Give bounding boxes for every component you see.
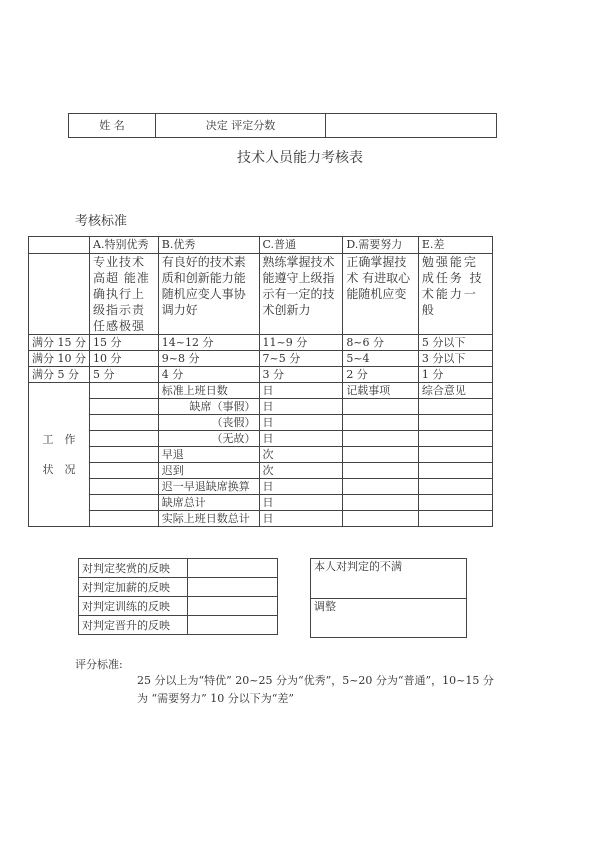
work-blank-cell[interactable] xyxy=(90,479,159,495)
work-notes[interactable] xyxy=(343,431,419,447)
work-blank-cell[interactable] xyxy=(90,447,159,463)
score-row xyxy=(29,367,493,383)
work-unit[interactable]: 次 xyxy=(259,447,343,463)
work-row xyxy=(29,511,493,527)
score-cell: 10 分 xyxy=(90,351,159,367)
score-cell: 1 分 xyxy=(418,367,492,383)
work-blank-cell[interactable] xyxy=(90,463,159,479)
desc-e: 勉强能完成任务 技术能力一般 xyxy=(418,254,492,335)
work-opinion[interactable]: 综合意见 xyxy=(418,383,492,399)
reaction-table xyxy=(78,558,278,635)
grade-e: E.差 xyxy=(418,237,492,254)
work-opinion[interactable] xyxy=(418,463,492,479)
adjust-label[interactable]: 调整 xyxy=(311,599,467,638)
work-status-label xyxy=(29,383,90,527)
work-blank-cell[interactable] xyxy=(90,415,159,431)
work-item: 迟一早退缺席换算 xyxy=(158,479,259,495)
work-item: 标准上班日数 xyxy=(158,383,259,399)
score-cell: 3 分 xyxy=(259,367,343,383)
reaction-field[interactable] xyxy=(188,578,278,597)
work-item: 早退 xyxy=(158,447,259,463)
score-cell: 5 分 xyxy=(90,367,159,383)
work-item: 缺席（事假） xyxy=(158,399,259,415)
reaction-label: 对判定加薪的反映 xyxy=(79,578,188,597)
scoring-heading: 评分标准: xyxy=(75,658,123,671)
work-unit[interactable]: 日 xyxy=(259,479,343,495)
score-row xyxy=(29,335,493,351)
score-cell: 5 分以下 xyxy=(418,335,492,351)
grade-d: D.需要努力 xyxy=(343,237,419,254)
work-row xyxy=(29,415,493,431)
work-notes[interactable] xyxy=(343,415,419,431)
work-row xyxy=(29,463,493,479)
score-cell: 7~5 分 xyxy=(259,351,343,367)
work-blank-cell[interactable] xyxy=(90,495,159,511)
work-notes[interactable] xyxy=(343,495,419,511)
reaction-field[interactable] xyxy=(188,616,278,635)
work-item: （丧假） xyxy=(158,415,259,431)
work-unit[interactable]: 日 xyxy=(259,511,343,527)
desc-c: 熟练掌握技术能遵守上级指示有一定的技术创新力 xyxy=(259,254,343,335)
work-opinion[interactable] xyxy=(418,399,492,415)
work-label-1: 工 作 xyxy=(42,432,76,446)
work-opinion[interactable] xyxy=(418,415,492,431)
score-row xyxy=(29,351,493,367)
score-cell: 5~4 xyxy=(343,351,419,367)
scoring-line-1: 25 分以上为“特优” 20~25 分为“优秀”，5~20 分为“普通”，10~15 分 xyxy=(137,674,494,687)
work-row xyxy=(29,383,493,399)
score-cell: 3 分以下 xyxy=(418,351,492,367)
work-opinion[interactable] xyxy=(418,495,492,511)
work-blank-cell[interactable] xyxy=(90,399,159,415)
work-opinion[interactable] xyxy=(418,447,492,463)
work-notes[interactable] xyxy=(343,463,419,479)
work-blank-cell[interactable] xyxy=(90,511,159,527)
work-item: （无故） xyxy=(158,431,259,447)
work-unit[interactable]: 日 xyxy=(259,399,343,415)
score-row-label: 满分 10 分 xyxy=(29,351,90,367)
score-cell: 15 分 xyxy=(90,335,159,351)
work-row xyxy=(29,447,493,463)
desc-d: 正确掌握技术 有进取心能随机应变 xyxy=(343,254,419,335)
score-cell: 11~9 分 xyxy=(259,335,343,351)
score-row-label: 满分 5 分 xyxy=(29,367,90,383)
desc-b: 有良好的技术素质和创新能力能随机应变人事协调力好 xyxy=(158,254,259,335)
score-cell: 2 分 xyxy=(343,367,419,383)
grade-c: C.普通 xyxy=(259,237,343,254)
desc-a: 专业技术高超 能准确执行上级指示责任感极强 xyxy=(90,254,159,335)
reaction-label: 对判定晋升的反映 xyxy=(79,616,188,635)
reaction-field[interactable] xyxy=(188,597,278,616)
reaction-row xyxy=(79,616,278,635)
work-notes[interactable] xyxy=(343,447,419,463)
work-notes[interactable] xyxy=(343,399,419,415)
evaluation-table xyxy=(28,236,493,527)
reaction-row xyxy=(79,559,278,578)
reaction-row xyxy=(79,578,278,597)
dissatisfaction-label[interactable]: 本人对判定的不满 xyxy=(311,559,467,599)
work-opinion[interactable] xyxy=(418,479,492,495)
score-cell: 14~12 分 xyxy=(158,335,259,351)
work-item: 实际上班日数总计 xyxy=(158,511,259,527)
grade-a: A.特别优秀 xyxy=(90,237,159,254)
dissatisfaction-box xyxy=(310,558,467,638)
work-row xyxy=(29,495,493,511)
work-row xyxy=(29,431,493,447)
reaction-field[interactable] xyxy=(188,559,278,578)
work-blank-cell[interactable] xyxy=(90,383,159,399)
work-row xyxy=(29,399,493,415)
work-item: 迟到 xyxy=(158,463,259,479)
decision-label: 决定 评定分数 xyxy=(156,114,326,138)
reaction-label: 对判定训练的反映 xyxy=(79,597,188,616)
reaction-label: 对判定奖赏的反映 xyxy=(79,559,188,578)
work-unit[interactable]: 次 xyxy=(259,463,343,479)
score-row-label: 满分 15 分 xyxy=(29,335,90,351)
score-cell: 4 分 xyxy=(158,367,259,383)
work-opinion[interactable] xyxy=(418,431,492,447)
work-unit[interactable]: 日 xyxy=(259,431,343,447)
work-label-2: 状 况 xyxy=(42,462,76,476)
work-notes[interactable] xyxy=(343,479,419,495)
work-notes[interactable]: 记载事项 xyxy=(343,383,419,399)
work-item: 缺席总计 xyxy=(158,495,259,511)
score-field[interactable] xyxy=(326,114,497,138)
work-notes[interactable] xyxy=(343,511,419,527)
scoring-line-2: 为 “需要努力” 10 分以下为“差” xyxy=(137,692,294,705)
name-label: 姓 名 xyxy=(69,114,156,138)
work-blank-cell[interactable] xyxy=(90,431,159,447)
score-cell: 9~8 分 xyxy=(158,351,259,367)
work-unit[interactable]: 日 xyxy=(259,495,343,511)
score-cell: 8~6 分 xyxy=(343,335,419,351)
work-unit[interactable]: 日 xyxy=(259,383,343,399)
grade-b: B.优秀 xyxy=(158,237,259,254)
work-row xyxy=(29,479,493,495)
work-opinion[interactable] xyxy=(418,511,492,527)
header-table xyxy=(68,113,497,138)
work-unit[interactable]: 日 xyxy=(259,415,343,431)
criteria-heading: 考核标准 xyxy=(75,214,128,229)
page-title: 技术人员能力考核表 xyxy=(237,150,363,166)
reaction-row xyxy=(79,597,278,616)
